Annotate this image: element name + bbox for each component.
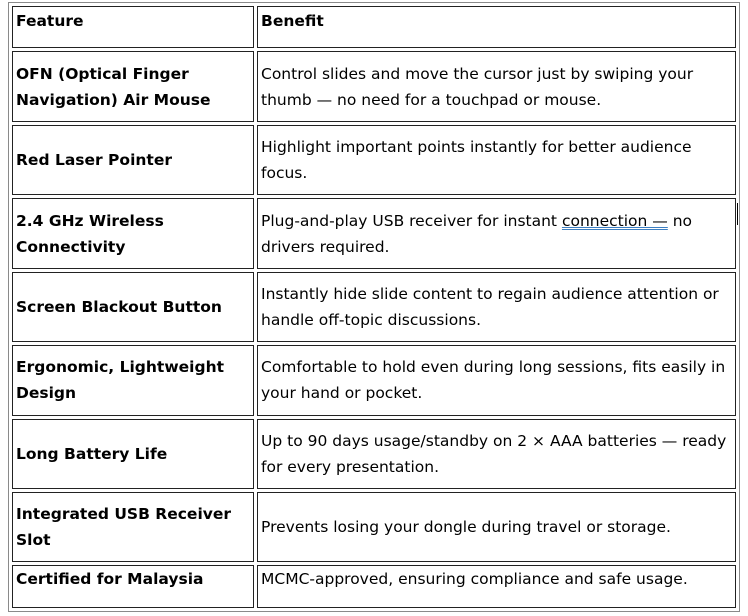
- header-feature[interactable]: Feature: [12, 6, 254, 48]
- table-row: [12, 125, 736, 195]
- feature-cell[interactable]: Ergonomic, Lightweight Design: [12, 345, 254, 415]
- benefit-cell[interactable]: Up to 90 days usage/standby on 2 × AAA batteries — ready for every presentation.: [257, 419, 736, 489]
- benefit-text-end: no drivers required.: [261, 211, 693, 256]
- table-row: [12, 51, 736, 121]
- benefit-cell[interactable]: Control slides and move the cursor just by swiping your thumb — no need for a touchpad or mouse.: [257, 51, 736, 121]
- benefit-cell[interactable]: MCMC-approved, ensuring compliance and safe usage.: [257, 565, 736, 608]
- text-cursor-icon: [737, 203, 738, 225]
- feature-cell[interactable]: Integrated USB Receiver Slot: [12, 492, 254, 562]
- benefit-cell[interactable]: Highlight important points instantly for better audience focus.: [257, 125, 736, 195]
- benefit-cell[interactable]: Comfortable to hold even during long sessions, fits easily in your hand or pocket.: [257, 345, 736, 415]
- benefit-text-start: Plug-and-play USB receiver for instant: [261, 211, 562, 230]
- table-header-row: [12, 6, 736, 48]
- feature-cell[interactable]: Red Laser Pointer: [12, 125, 254, 195]
- feature-cell[interactable]: 2.4 GHz Wireless Connectivity: [12, 198, 254, 268]
- table-row: [12, 272, 736, 342]
- benefit-cell[interactable]: [257, 198, 736, 268]
- header-benefit[interactable]: Benefit: [257, 6, 736, 48]
- table-row: [12, 345, 736, 415]
- feature-cell[interactable]: Screen Blackout Button: [12, 272, 254, 342]
- table-row: [12, 419, 736, 489]
- feature-cell[interactable]: Certified for Malaysia: [12, 565, 254, 608]
- table-row: [12, 492, 736, 562]
- feature-cell[interactable]: Long Battery Life: [12, 419, 254, 489]
- feature-benefit-table-frame: [8, 2, 740, 612]
- benefit-cell[interactable]: Prevents losing your dongle during travel or storage.: [257, 492, 736, 562]
- feature-cell[interactable]: OFN (Optical Finger Navigation) Air Mouse: [12, 51, 254, 121]
- proofing-marked-text: connection —: [561, 211, 668, 230]
- benefit-cell[interactable]: Instantly hide slide content to regain audience attention or handle off-topic discussions.: [257, 272, 736, 342]
- table-row: [12, 198, 736, 268]
- feature-benefit-table: [9, 3, 739, 611]
- table-row: [12, 565, 736, 608]
